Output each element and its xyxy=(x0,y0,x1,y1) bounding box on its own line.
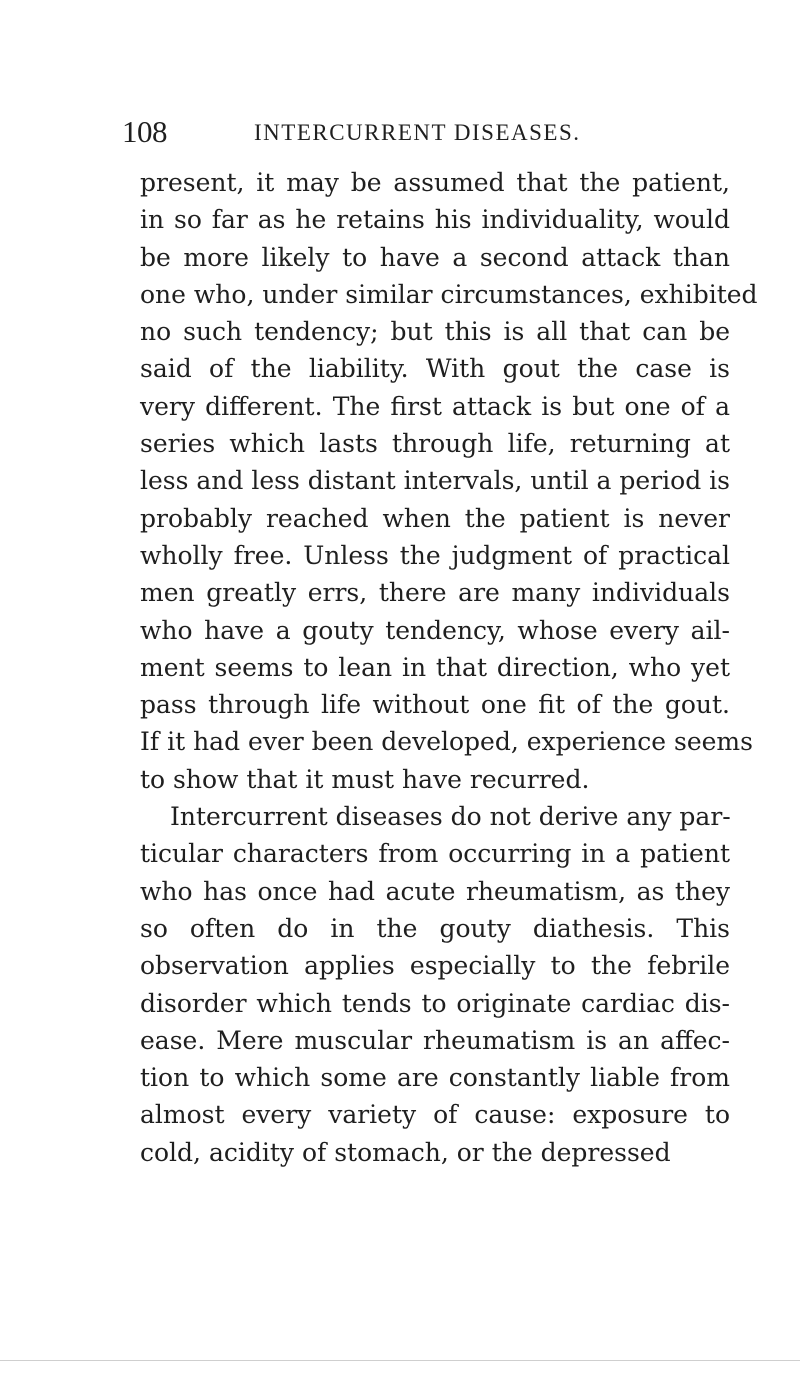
text-line: be more likely to have a second attack than xyxy=(140,242,730,272)
text-line: cold, acidity of stomach, or the depressed xyxy=(140,1137,671,1167)
page-edge-divider xyxy=(0,1360,800,1361)
text-line: tion to which some are constantly liable from xyxy=(140,1063,730,1093)
text-line: in so far as he retains his individuality, would xyxy=(140,205,730,235)
text-line: observation applies especially to the febrile xyxy=(140,951,730,981)
text-line: no such tendency; but this is all that can be xyxy=(140,317,730,347)
text-line: present, it may be assumed that the patient, xyxy=(140,168,730,197)
text-line: Intercurrent diseases do not derive any par- xyxy=(170,802,731,832)
text-line: pass through life without one fit of the gout. xyxy=(140,690,730,720)
text-line: men greatly errs, there are many individuals xyxy=(140,578,730,608)
text-line: less and less distant intervals, until a period is xyxy=(140,466,730,496)
text-line: disorder which tends to originate cardiac dis- xyxy=(140,988,730,1018)
running-title: INTERCURRENT DISEASES. xyxy=(254,120,581,145)
text-line: who has once had acute rheumatism, as they xyxy=(140,876,730,906)
text-line: wholly free. Unless the judgment of practical xyxy=(140,540,730,570)
text-line: ticular characters from occurring in a patient xyxy=(140,839,730,869)
page-number: 108 xyxy=(122,114,167,149)
text-line: so often do in the gouty diathesis. This xyxy=(140,913,730,943)
text-line: very different. The first attack is but one of a xyxy=(140,391,730,421)
text-line: probably reached when the patient is never xyxy=(140,503,730,533)
text-line: who have a gouty tendency, whose every ail- xyxy=(140,615,730,645)
text-line: one who, under similar circumstances, exhibited xyxy=(140,279,758,309)
text-line: ease. Mere muscular rheumatism is an affec- xyxy=(140,1025,730,1055)
text-line: If it had ever been developed, experience seems xyxy=(140,727,753,757)
text-line: ment seems to lean in that direction, who yet xyxy=(140,652,730,682)
text-line: to show that it must have recurred. xyxy=(140,764,590,794)
text-line: almost every variety of cause: exposure to xyxy=(140,1100,730,1130)
text-line: series which lasts through life, returning at xyxy=(140,429,730,459)
text-line: said of the liability. With gout the case is xyxy=(140,354,730,384)
body-text xyxy=(140,164,758,1171)
